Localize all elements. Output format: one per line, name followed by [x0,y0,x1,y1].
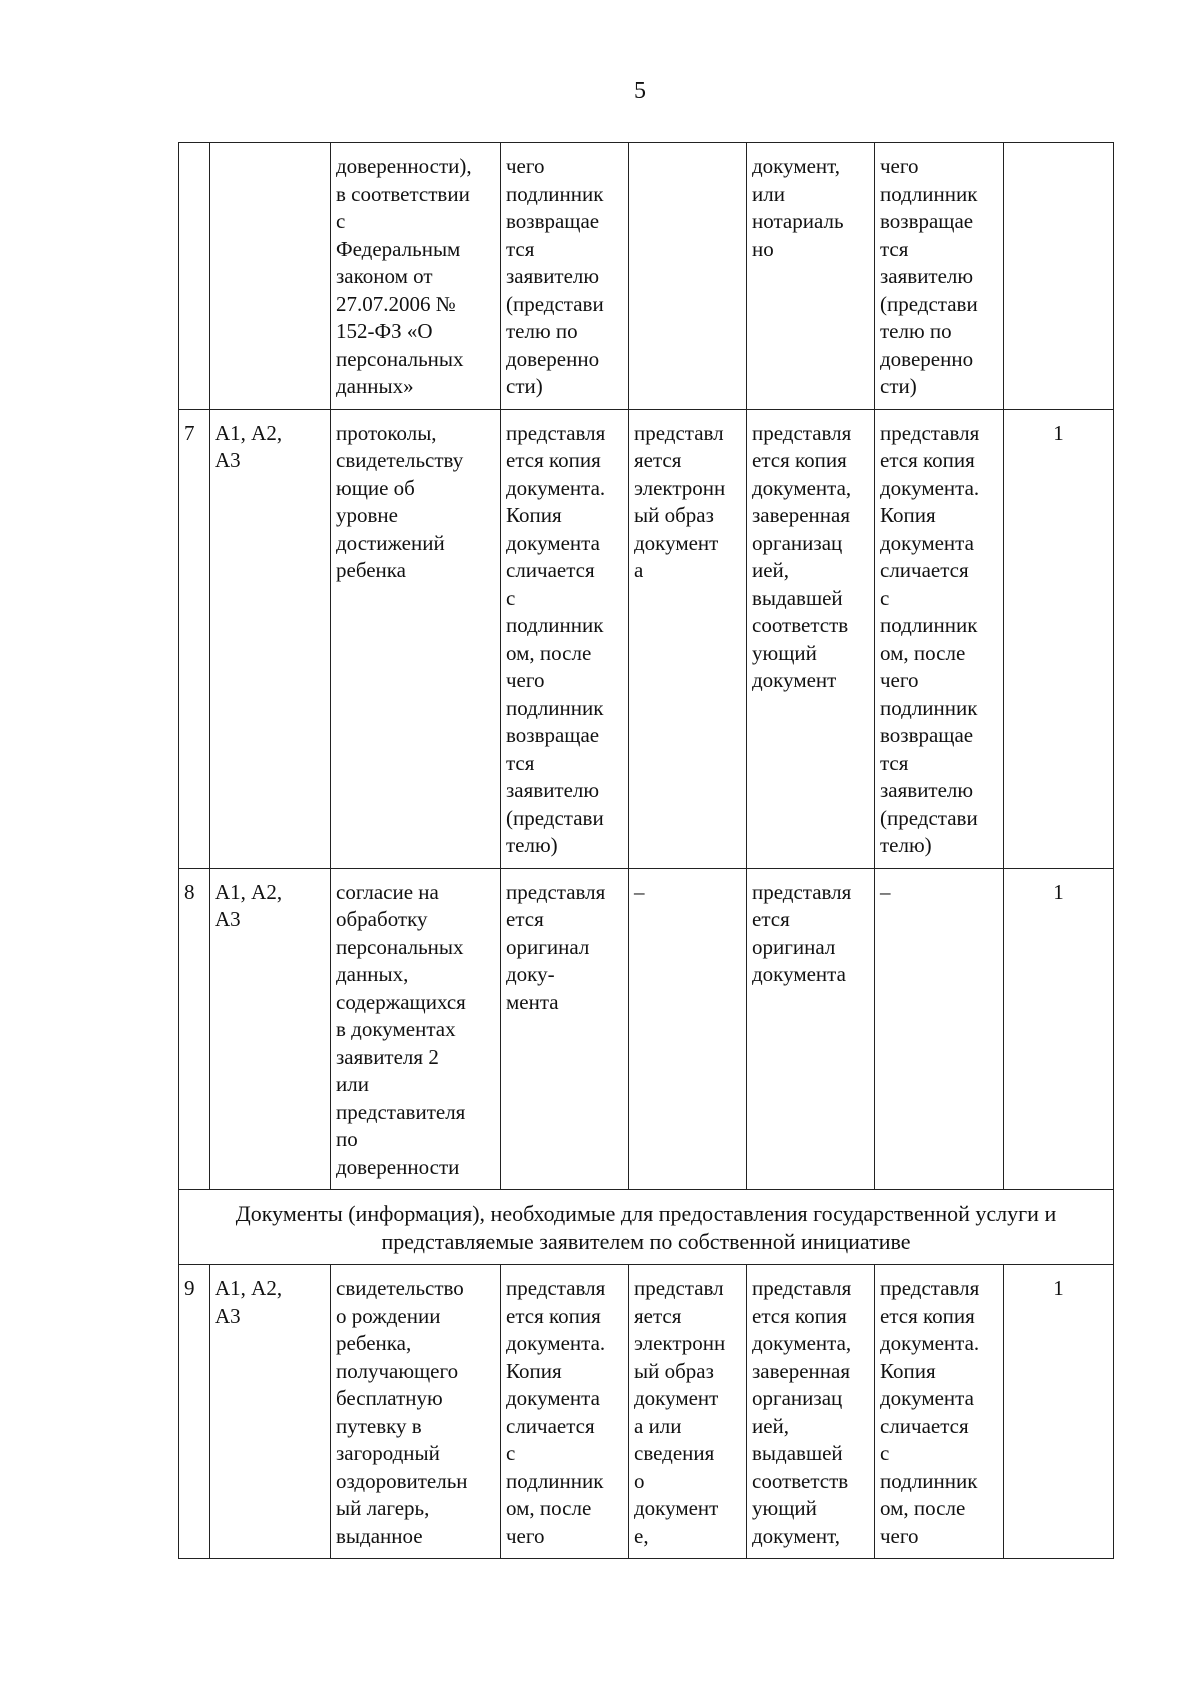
cell-line: путевку в [336,1413,422,1438]
cell-line: (представи [880,805,978,830]
cell-line: подлинник [506,1468,604,1493]
cell-line: сти) [880,374,917,398]
cell-line: – [634,879,645,904]
cell-line: е, [634,1523,649,1548]
cell-line: или [752,181,785,206]
cell-line: представля [506,420,606,445]
cell-line: представля [752,1276,852,1300]
cell-line: 152-ФЗ «О [336,319,433,343]
section-header: Документы (информация), необходимые для предоставления государственной услуги и представляемые заявителем по собственной инициативе [179,1190,1114,1265]
cell-line: заверенная [752,503,851,527]
cell-line: ый образ [634,503,714,527]
cell-line: чего [880,668,919,692]
cell-line: организац [752,530,843,555]
cell-line: документа. [880,475,980,500]
categories-cell [210,868,331,1190]
cell-line: возвращае [880,209,974,233]
cell-line: с [506,1441,516,1465]
cell-line: (представи [506,805,604,830]
cell-line: ией, [752,558,790,582]
cell-line: с [506,585,516,610]
cell-line: доку- [506,962,555,986]
cell-line: представителя [336,1099,466,1124]
cell-line: а [634,558,644,582]
cell-line: подлинник [880,695,978,720]
cell-line: тся [880,236,909,261]
col7-cell [875,409,1004,868]
table-body [179,143,1114,1559]
section-header-row [179,1190,1114,1265]
cell-line: доверенно [880,346,974,371]
row-number-cell [179,143,210,410]
cell-line: А3 [215,448,241,472]
cell-line: о рождении [336,1303,441,1328]
table-row [179,409,1114,868]
cell-line: подлинник [506,695,604,720]
cell-line: а или [634,1413,682,1438]
cell-line: сти) [506,374,543,398]
cell-line: – [880,879,891,904]
cell-line: согласие на [336,879,439,904]
cell-line: телю) [880,833,932,857]
cell-line: документа. [506,475,606,500]
categories-cell [210,409,331,868]
cell-line: ом, после [506,640,592,665]
count-cell [1004,868,1114,1190]
count-value: 1 [1053,420,1064,445]
cell-line: А3 [215,1303,241,1328]
cell-line: но [752,236,774,261]
cell-line: А1, А2, [215,1276,283,1300]
cell-line: заверенная [752,1358,851,1383]
cell-line: нотариаль [752,209,844,233]
cell-line: ующий [752,1496,817,1520]
cell-line: соответств [752,613,849,637]
cell-line: с [880,1441,890,1465]
col7-cell [875,868,1004,1190]
col6-cell [747,1265,875,1559]
cell-line: представля [880,1276,980,1300]
cell-line: чего [880,1523,919,1548]
cell-line: заявителю [506,264,600,288]
row-number-cell [179,1265,210,1559]
cell-line: тся [506,236,535,261]
document-name-cell [331,409,501,868]
cell-line: ется копия [880,448,975,472]
row-number: 9 [184,1276,195,1300]
cell-line: данных, [336,962,409,986]
document-name-cell [331,143,501,410]
cell-line: обработку [336,907,428,931]
cell-line: с [336,209,346,233]
cell-line: протоколы, [336,420,437,445]
col7-cell [875,143,1004,410]
cell-line: выдавшей [752,1441,843,1465]
cell-line: подлинник [880,181,978,206]
cell-line: оригинал [506,934,590,959]
cell-line: документа. [506,1331,606,1355]
table-row [179,143,1114,410]
cell-line: ом, после [880,640,966,665]
cell-line: документ [634,1386,719,1410]
cell-line: ется копия [506,448,601,472]
col5-cell [629,1265,747,1559]
cell-line: персональных [336,346,464,371]
cell-line: в документах [336,1017,456,1041]
count-value: 1 [1053,1276,1064,1300]
cell-line: бесплатную [336,1386,443,1410]
cell-line: по [336,1127,358,1151]
cell-line: чего [506,668,545,692]
count-cell [1004,409,1114,868]
table-row [179,868,1114,1190]
cell-line: ется копия [506,1303,601,1328]
cell-line: телю по [506,319,578,343]
cell-line: тся [506,750,535,775]
cell-line: сличается [880,558,969,582]
cell-line: документ [752,668,837,692]
col7-cell [875,1265,1004,1559]
cell-line: документ [634,530,719,555]
cell-line: организац [752,1386,843,1410]
documents-table [178,142,1114,1559]
cell-line: ом, после [506,1496,592,1520]
cell-line: свидетельство [336,1276,464,1300]
cell-line: свидетельству [336,448,464,472]
cell-line: ребенка [336,558,406,582]
table-row [179,1265,1114,1559]
cell-line: ющие об [336,475,415,500]
cell-line: яется [634,1303,682,1328]
cell-line: ется [506,907,544,931]
cell-line: телю) [506,833,558,857]
cell-line: ом, после [880,1496,966,1520]
col6-cell [747,143,875,410]
cell-line: в соответствии [336,181,470,206]
col5-cell [629,409,747,868]
cell-line: доверенности), [336,154,472,178]
cell-line: заявителю [880,778,974,802]
categories-cell [210,143,331,410]
cell-line: ующий [752,640,817,665]
cell-line: уровне [336,503,398,527]
col4-cell [501,409,629,868]
cell-line: документ, [752,154,841,178]
cell-line: заявителю [880,264,974,288]
cell-line: возвращае [880,723,974,747]
cell-line: выданное [336,1523,423,1548]
cell-line: документа. [880,1331,980,1355]
cell-line: электронн [634,475,726,500]
cell-line: представля [506,1276,606,1300]
cell-line: ется копия [752,1303,847,1328]
count-cell [1004,1265,1114,1559]
cell-line: Копия [880,503,936,527]
row-number-cell [179,409,210,868]
cell-line: законом от [336,264,433,288]
cell-line: подлинник [506,181,604,206]
cell-line: Федеральным [336,236,461,261]
cell-line: или [336,1072,369,1096]
cell-line: ется [752,907,790,931]
cell-line: подлинник [880,613,978,637]
cell-line: достижений [336,530,445,555]
cell-line: документ, [752,1523,841,1548]
cell-line: соответств [752,1468,849,1493]
cell-line: представл [634,1276,724,1300]
cell-line: чего [506,1523,545,1548]
cell-line: заявителю [506,778,600,802]
cell-line: данных» [336,374,414,398]
cell-line: содержащихся [336,989,466,1014]
document-name-cell [331,868,501,1190]
col5-cell [629,868,747,1190]
cell-line: документа [880,530,974,555]
document-name-cell [331,1265,501,1559]
cell-line: электронн [634,1331,726,1355]
cell-line: ребенка, [336,1331,412,1355]
col4-cell [501,868,629,1190]
cell-line: документа [506,1386,600,1410]
cell-line: о [634,1468,645,1493]
cell-line: документ [634,1496,719,1520]
col6-cell [747,409,875,868]
cell-line: сведения [634,1441,715,1465]
cell-line: Копия [506,1358,562,1383]
cell-line: с [880,585,890,610]
cell-line: заявителя 2 [336,1044,439,1069]
cell-line: мента [506,989,559,1014]
cell-line: документа, [752,1331,852,1355]
categories-cell [210,1265,331,1559]
cell-line: ый лагерь, [336,1496,430,1520]
cell-line: возвращае [506,723,600,747]
col4-cell [501,143,629,410]
cell-line: выдавшей [752,585,843,610]
cell-line: представл [634,420,724,445]
cell-line: получающего [336,1358,459,1383]
col4-cell [501,1265,629,1559]
cell-line: Копия [880,1358,936,1383]
count-cell [1004,143,1114,410]
cell-line: ией, [752,1413,790,1438]
cell-line: телю по [880,319,952,343]
cell-line: яется [634,448,682,472]
cell-line: сличается [506,1413,595,1438]
cell-line: возвращае [506,209,600,233]
cell-line: Копия [506,503,562,527]
cell-line: представля [506,879,606,904]
row-number: 7 [184,420,195,445]
count-value: 1 [1053,879,1064,904]
cell-line: чего [880,154,919,178]
row-number: 8 [184,879,195,904]
cell-line: сличается [880,1413,969,1438]
cell-line: загородный [336,1441,440,1465]
cell-line: А3 [215,907,241,931]
cell-line: ый образ [634,1358,714,1383]
cell-line: А1, А2, [215,420,283,445]
cell-line: оригинал [752,934,836,959]
col5-cell [629,143,747,410]
cell-line: (представи [880,291,978,316]
cell-line: документа [506,530,600,555]
cell-line: сличается [506,558,595,582]
cell-line: (представи [506,291,604,316]
cell-line: представля [752,879,852,904]
cell-line: документа [752,962,846,986]
cell-line: чего [506,154,545,178]
cell-line: А1, А2, [215,879,283,904]
cell-line: ется копия [752,448,847,472]
cell-line: оздоровительн [336,1468,468,1493]
cell-line: документа, [752,475,852,500]
cell-line: доверенно [506,346,600,371]
cell-line: ется копия [880,1303,975,1328]
cell-line: тся [880,750,909,775]
cell-line: представля [880,420,980,445]
col6-cell [747,868,875,1190]
cell-line: документа [880,1386,974,1410]
cell-line: подлинник [506,613,604,637]
cell-line: подлинник [880,1468,978,1493]
cell-line: представля [752,420,852,445]
page-number: 5 [634,78,646,104]
cell-line: персональных [336,934,464,959]
cell-line: доверенности [336,1154,460,1179]
row-number-cell [179,868,210,1190]
cell-line: 27.07.2006 № [336,291,456,316]
